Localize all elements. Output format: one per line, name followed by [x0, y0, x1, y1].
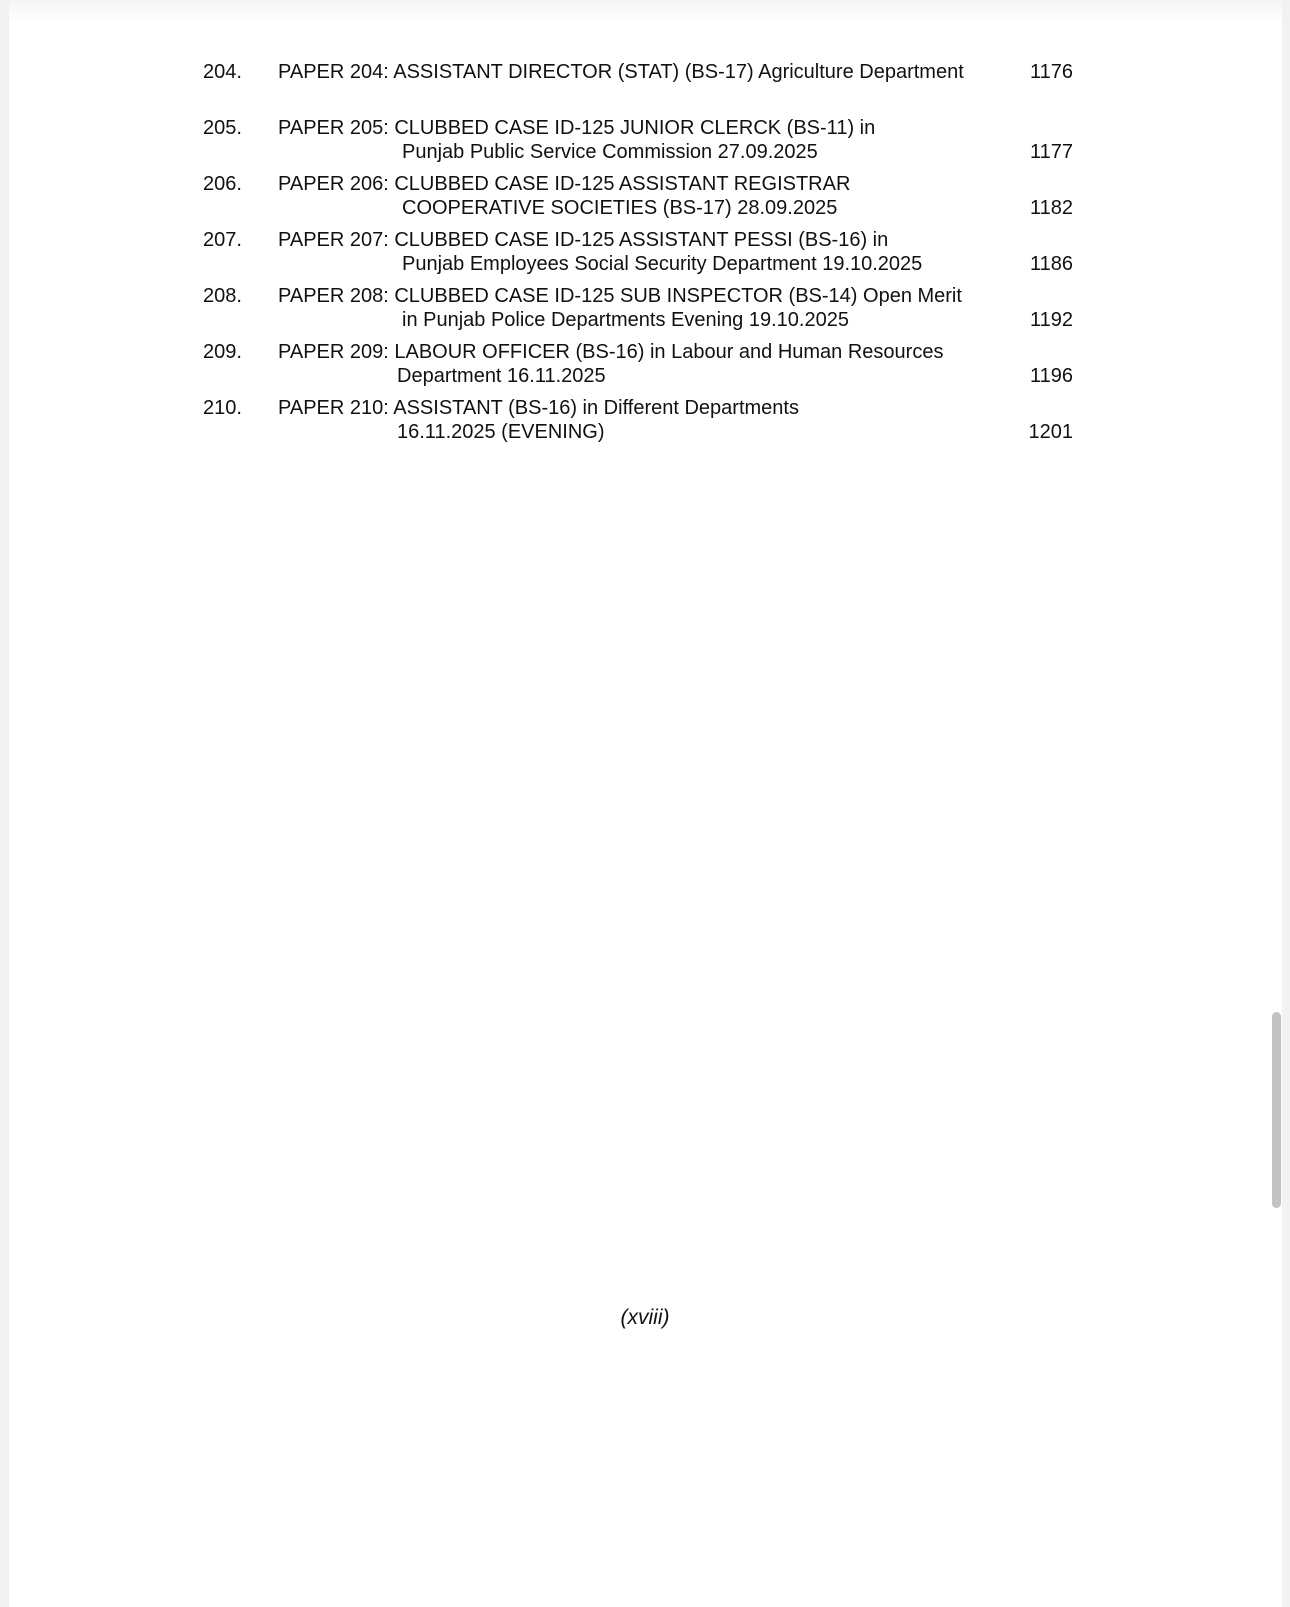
toc-entry-title: PAPER 208: CLUBBED CASE ID-125 SUB INSPECTOR (BS-14) Open Merit: [278, 285, 962, 307]
toc-entry-number: 204.: [203, 61, 242, 83]
toc-entry-page: 1196: [1029, 365, 1073, 387]
toc-entry-title: PAPER 210: ASSISTANT (BS-16) in Different Departments: [278, 397, 799, 419]
toc-entry-title-continued: in Punjab Police Departments Evening 19.10.2025: [402, 309, 849, 331]
toc-entry-title: PAPER 207: CLUBBED CASE ID-125 ASSISTANT PESSI (BS-16) in: [278, 229, 889, 251]
toc-entry-number: 206.: [203, 173, 242, 195]
toc-entry-page: 1176: [1029, 61, 1073, 83]
toc-entry-title-continued: 16.11.2025 (EVENING): [397, 421, 605, 443]
toc-entry-number: 207.: [203, 229, 242, 251]
toc-entry-page: 1192: [1029, 309, 1073, 331]
toc-entry-number: 210.: [203, 397, 242, 419]
toc-entry-title: PAPER 206: CLUBBED CASE ID-125 ASSISTANT REGISTRAR: [278, 173, 851, 195]
toc-entry-page: 1201: [1028, 421, 1073, 443]
toc-entry-title: PAPER 204: ASSISTANT DIRECTOR (STAT) (BS-17) Agriculture Department: [278, 61, 964, 83]
toc-entry-title-continued: COOPERATIVE SOCIETIES (BS-17) 28.09.2025: [402, 197, 838, 219]
toc-entry-page: 1182: [1029, 197, 1073, 219]
toc-entry-page: 1186: [1029, 253, 1073, 275]
page-top-shade: [9, 0, 1282, 22]
toc-entry-number: 205.: [203, 117, 242, 139]
toc-entry-title-continued: Punjab Employees Social Security Department 19.10.2025: [402, 253, 923, 275]
toc-entry-title: PAPER 205: CLUBBED CASE ID-125 JUNIOR CLERCK (BS-11) in: [278, 117, 876, 139]
toc-entry-number: 209.: [203, 341, 242, 363]
page-number-label: (xviii): [620, 1306, 670, 1329]
vertical-scrollbar-thumb[interactable]: [1272, 1012, 1281, 1208]
toc-entry-title: PAPER 209: LABOUR OFFICER (BS-16) in Labour and Human Resources: [278, 341, 944, 363]
toc-entry-title-continued: Department 16.11.2025: [397, 365, 606, 387]
toc-entry-number: 208.: [203, 285, 242, 307]
toc-entry-page: 1177: [1029, 141, 1073, 163]
toc-entry-title-continued: Punjab Public Service Commission 27.09.2025: [402, 141, 818, 163]
